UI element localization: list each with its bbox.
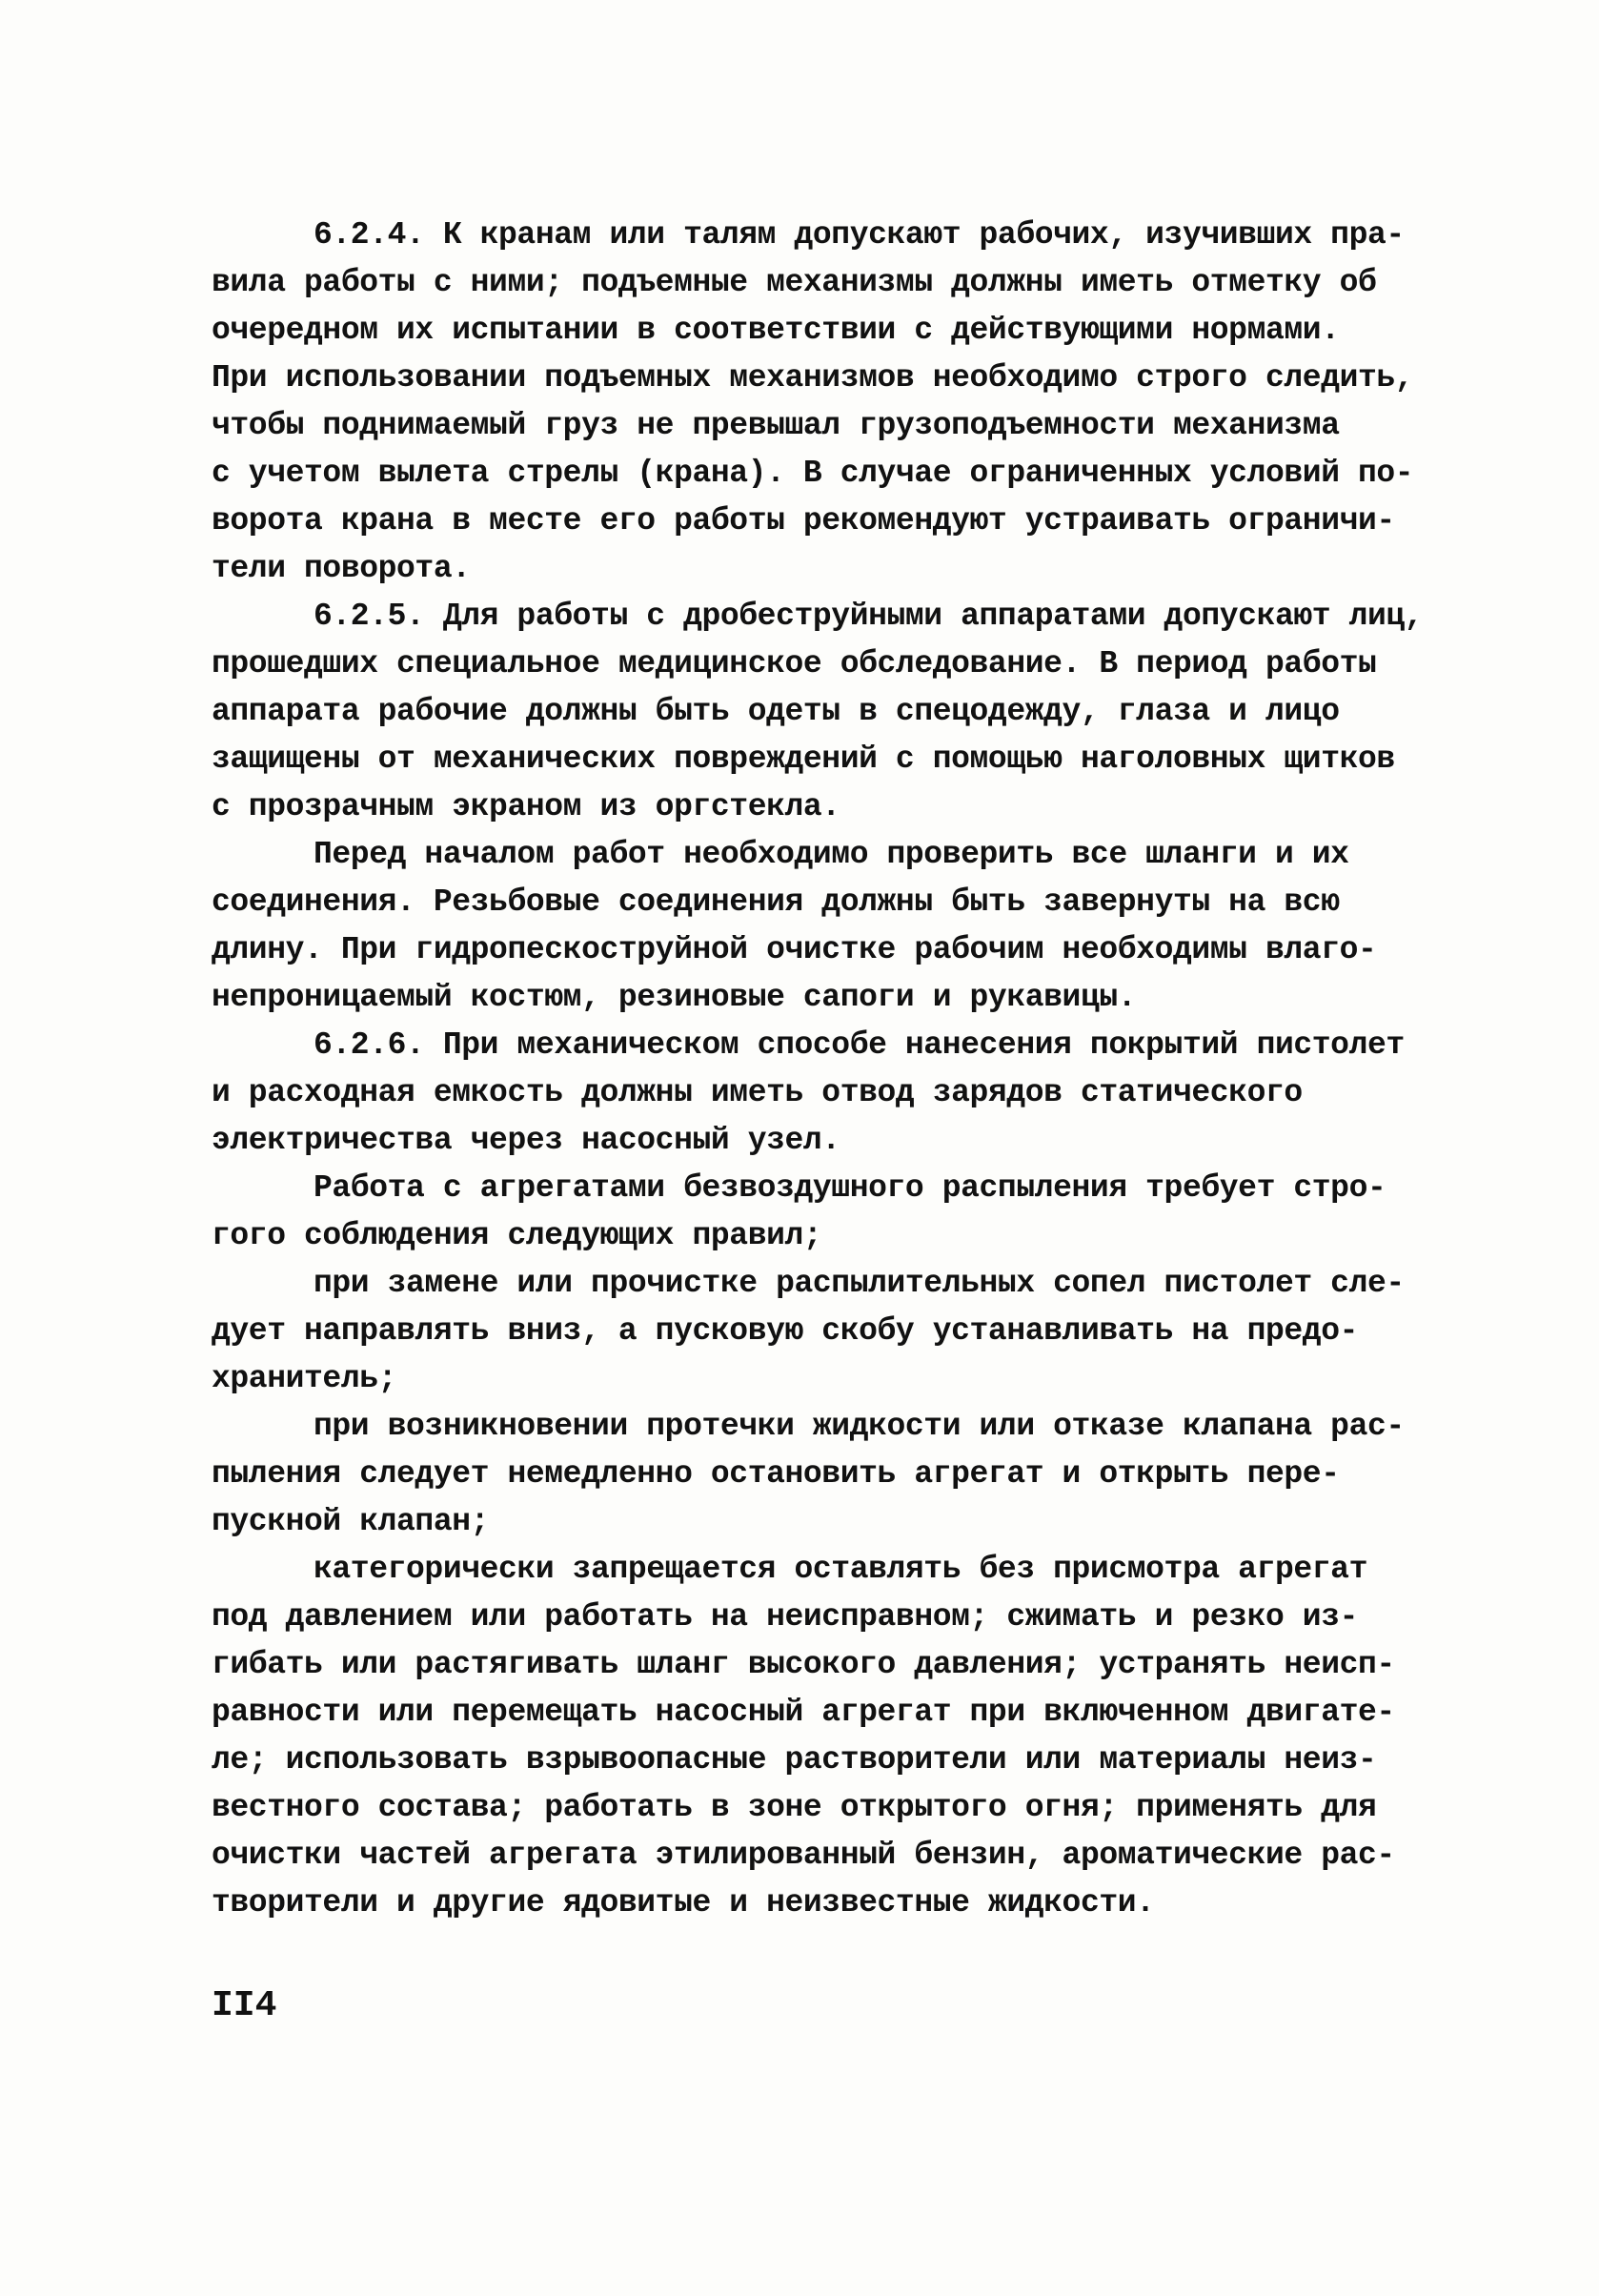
text-line: и расходная емкость должны иметь отвод зарядов статического bbox=[212, 1075, 1303, 1110]
text-line: гого соблюдения следующих правил; bbox=[212, 1218, 822, 1253]
text-line: очередном их испытании в соответствии с действующими нормами. bbox=[212, 313, 1340, 348]
text-line: 6.2.6. При механическом способе нанесения покрытий пистолет bbox=[314, 1027, 1405, 1063]
text-line: прошедших специальное медицинское обследование. В период работы bbox=[212, 646, 1377, 681]
text-line: тели поворота. bbox=[212, 551, 471, 586]
text-line: 6.2.5. Для работы с дробеструйными аппаратами допускают лиц, bbox=[314, 599, 1424, 634]
text-line: При использовании подъемных механизмов необходимо строго следить, bbox=[212, 360, 1414, 396]
text-line: вестного состава; работать в зоне открытого огня; применять для bbox=[212, 1790, 1377, 1825]
text-line: Работа с агрегатами безвоздушного распыления требует стро- bbox=[314, 1170, 1386, 1206]
text-line: соединения. Резьбовые соединения должны быть завернуты на всю bbox=[212, 884, 1340, 920]
text-line: при возникновении протечки жидкости или отказе клапана рас- bbox=[314, 1409, 1405, 1444]
text-line: дует направлять вниз, а пусковую скобу устанавливать на предо- bbox=[212, 1313, 1359, 1349]
text-line: при замене или прочистке распылительных сопел пистолет сле- bbox=[314, 1266, 1405, 1301]
text-line: гибать или растягивать шланг высокого давления; устранять неисп- bbox=[212, 1647, 1395, 1682]
text-line: пыления следует немедленно остановить агрегат и открыть пере- bbox=[212, 1456, 1340, 1492]
text-line: хранитель; bbox=[212, 1361, 397, 1396]
text-line: длину. При гидропескоструйной очистке рабочим необходимы влаго- bbox=[212, 932, 1377, 967]
text-line: категорически запрещается оставлять без присмотра агрегат bbox=[314, 1552, 1367, 1587]
text-line: равности или перемещать насосный агрегат при включенном двигате- bbox=[212, 1695, 1395, 1730]
text-line: пускной клапан; bbox=[212, 1504, 490, 1539]
text-line: Перед началом работ необходимо проверить все шланги и их bbox=[314, 837, 1349, 872]
text-line: под давлением или работать на неисправном; сжимать и резко из- bbox=[212, 1599, 1359, 1635]
text-line: защищены от механических повреждений с помощью наголовных щитков bbox=[212, 742, 1395, 777]
body-text bbox=[212, 212, 1479, 1927]
text-line: вила работы с ними; подъемные механизмы должны иметь отметку об bbox=[212, 265, 1377, 300]
page-number: II4 bbox=[212, 1985, 277, 2026]
text-line: ворота крана в месте его работы рекомендуют устраивать ограничи- bbox=[212, 503, 1395, 538]
text-line: творители и другие ядовитые и неизвестные жидкости. bbox=[212, 1885, 1155, 1920]
text-line: 6.2.4. К кранам или талям допускают рабочих, изучивших пра- bbox=[314, 217, 1405, 253]
text-line: электричества через насосный узел. bbox=[212, 1123, 840, 1158]
text-line: очистки частей агрегата этилированный бензин, ароматические рас- bbox=[212, 1838, 1395, 1873]
text-line: ле; использовать взрывоопасные растворители или материалы неиз- bbox=[212, 1742, 1377, 1778]
text-line: чтобы поднимаемый груз не превышал грузоподъемности механизма bbox=[212, 408, 1340, 443]
text-line: аппарата рабочие должны быть одеты в спецодежду, глаза и лицо bbox=[212, 694, 1340, 729]
text-line: непроницаемый костюм, резиновые сапоги и рукавицы. bbox=[212, 980, 1137, 1015]
text-line: с учетом вылета стрелы (крана). В случае ограниченных условий по- bbox=[212, 456, 1414, 491]
text-line: с прозрачным экраном из оргстекла. bbox=[212, 789, 840, 824]
